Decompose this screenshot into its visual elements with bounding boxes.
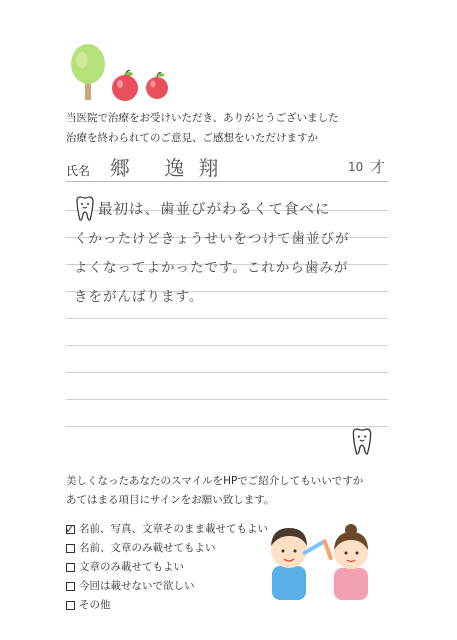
- intro-text: [66, 108, 339, 148]
- name-field: [66, 150, 388, 182]
- children-brushing-illustration: [258, 518, 382, 604]
- tooth-icon: [350, 428, 374, 456]
- name-label: 氏名: [66, 164, 91, 178]
- checkbox[interactable]: [66, 582, 75, 591]
- checkbox[interactable]: [66, 525, 75, 534]
- option-label: 名前、文章のみ載せてもよい: [79, 542, 216, 554]
- tooth-icon: [74, 196, 96, 222]
- consent-line: あてはまる項目にサインをお願い致します。: [66, 494, 275, 506]
- checkbox[interactable]: [66, 563, 75, 572]
- checkbox[interactable]: [66, 544, 75, 553]
- consent-text: [66, 472, 363, 510]
- option-item[interactable]: [66, 577, 268, 596]
- checkbox[interactable]: [66, 601, 75, 610]
- option-item[interactable]: [66, 520, 268, 539]
- apple-icon: [144, 72, 170, 100]
- option-item[interactable]: [66, 596, 268, 615]
- ruled-line: [66, 400, 388, 427]
- check-mark-icon: ✓: [65, 523, 75, 536]
- option-label: その他: [79, 599, 111, 611]
- comment-line: きをがんばります。: [74, 289, 204, 305]
- name-value: 郷 逸翔: [110, 156, 233, 180]
- ruled-line: [66, 346, 388, 373]
- ruled-line: [66, 319, 388, 346]
- comment-line: よくなってよかったです。これから歯みが: [74, 260, 349, 276]
- ruled-line: [66, 373, 388, 400]
- apple-icon: [110, 70, 140, 102]
- intro-line: 当医院で治療をお受けいただき、ありがとうございました: [66, 112, 339, 124]
- consent-line: 美しくなったあなたのスマイルをHPでご紹介してもいいですか: [66, 475, 364, 487]
- tree-icon: [68, 44, 108, 102]
- publish-options: [66, 520, 268, 615]
- option-label: 今回は載せないで欲しい: [79, 580, 195, 592]
- option-label: 文章のみ載せてもよい: [79, 561, 184, 573]
- comment-line: 最初は、歯並びがわるくて食べに: [98, 202, 331, 218]
- option-item[interactable]: [66, 558, 268, 577]
- comment-line: くかったけどきょうせいをつけて歯並びが: [74, 231, 350, 247]
- age-value: 10: [348, 160, 364, 174]
- intro-line: 治療を終わられてのご意見、ご感想をいただけますか: [66, 132, 318, 144]
- age-unit: 才: [370, 158, 386, 176]
- option-label: 名前、写真、文章そのまま載せてもよい: [79, 523, 268, 535]
- option-item[interactable]: [66, 539, 268, 558]
- handwritten-comment: [74, 196, 388, 312]
- name-underline: [66, 181, 388, 182]
